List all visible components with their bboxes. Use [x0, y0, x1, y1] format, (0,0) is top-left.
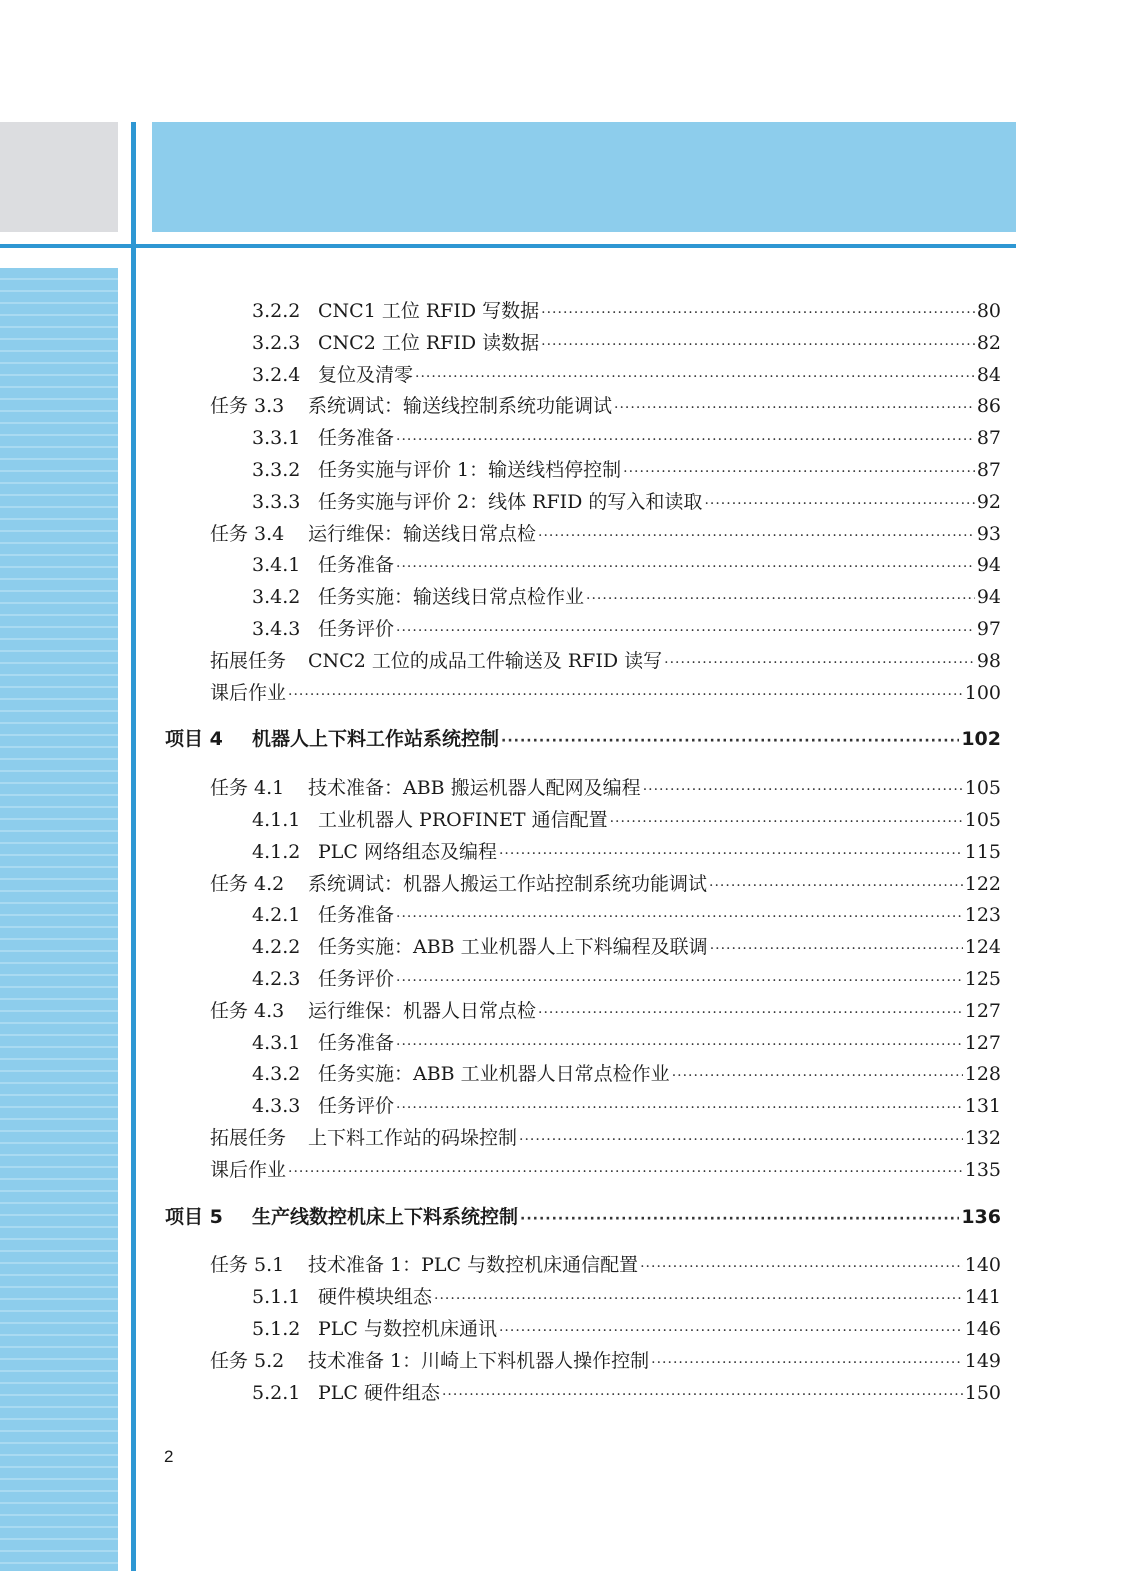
page-number: 2 — [164, 1447, 174, 1466]
toc-entry-title: 课后作业 — [210, 1158, 287, 1181]
toc-entry — [252, 1028, 1001, 1058]
toc-entry-number: 3.3.2 — [252, 459, 301, 481]
toc-entry — [210, 391, 1001, 421]
toc-entry-number: 3.2.4 — [252, 363, 301, 386]
toc-entry-title: 系统调试：输送线控制系统功能调试 — [308, 395, 613, 418]
toc-entry-number: 3.4.2 — [252, 586, 301, 609]
toc-entry-title: CNC1 工位 RFID 写数据 — [318, 300, 540, 322]
toc-entry-page: 135 — [964, 1158, 1001, 1181]
toc-entry-number: 3.3.1 — [252, 427, 301, 450]
toc-entry — [252, 328, 1001, 358]
toc-entry-title: 硬件模块组态 — [318, 1286, 433, 1309]
toc-entry-page: 146 — [964, 1318, 1001, 1340]
toc-entry-number: 拓展任务 — [210, 1127, 287, 1149]
toc-entry-number: 4.3.1 — [252, 1031, 301, 1054]
toc-leader-dots — [396, 616, 975, 646]
toc-leader-dots — [541, 330, 975, 360]
toc-entry — [210, 1346, 1001, 1376]
toc-leader-dots — [664, 648, 975, 678]
toc-entry-page: 131 — [964, 1095, 1001, 1118]
toc-entry-number: 5.1.2 — [252, 1318, 301, 1340]
toc-entry-page: 94 — [976, 586, 1001, 609]
toc-entry-number: 任务 3.3 — [210, 395, 285, 418]
toc-leader-dots — [520, 1204, 959, 1234]
toc-entry-title: 任务评价 — [318, 618, 395, 640]
toc-leader-dots — [415, 362, 975, 392]
toc-leader-dots — [640, 1252, 963, 1282]
toc-entry — [252, 1091, 1001, 1121]
toc-entry — [252, 423, 1001, 453]
toc-entry-number: 任务 5.2 — [210, 1349, 285, 1372]
toc-entry-title: 运行维保：机器人日常点检 — [308, 999, 537, 1022]
toc-entry-page: 105 — [964, 777, 1001, 800]
toc-leader-dots — [672, 1061, 963, 1091]
toc-entry-title: 任务实施与评价 1：输送线档停控制 — [318, 459, 622, 481]
header-blue-band — [152, 122, 1016, 232]
toc-leader-dots — [442, 1380, 963, 1410]
toc-entry — [252, 932, 1001, 962]
toc-entry-page: 92 — [976, 490, 1001, 513]
toc-entry-number: 4.2.1 — [252, 904, 301, 927]
toc-entry-page: 100 — [964, 681, 1001, 704]
toc-entry-title: PLC 与数控机床通讯 — [318, 1318, 497, 1340]
toc-entry — [210, 869, 1001, 899]
toc-leader-dots — [610, 807, 963, 837]
toc-entry — [252, 1378, 1001, 1408]
toc-entry-title: 运行维保：输送线日常点检 — [308, 522, 537, 545]
toc-entry — [252, 550, 1001, 580]
header-gray-block — [0, 122, 118, 232]
toc-entry-page: 136 — [961, 1205, 1001, 1228]
toc-entry-title: 任务准备 — [318, 427, 395, 450]
toc-entry-page: 140 — [964, 1254, 1001, 1277]
toc-entry-number: 任务 4.3 — [210, 999, 285, 1022]
toc-entry-page: 141 — [964, 1286, 1001, 1309]
toc-leader-dots — [704, 489, 974, 519]
toc-entry-title: PLC 硬件组态 — [318, 1381, 440, 1404]
toc-entry-title: 任务实施：ABB 工业机器人上下料编程及联调 — [318, 936, 708, 959]
toc-entry-page: 150 — [964, 1381, 1001, 1404]
toc-entry-page: 115 — [964, 840, 1001, 863]
toc-entry-title: 技术准备：ABB 搬运机器人配网及编程 — [308, 777, 641, 800]
horizontal-rule — [0, 244, 1016, 248]
toc-entry-title: PLC 网络组态及编程 — [318, 840, 497, 863]
toc-entry — [252, 900, 1001, 930]
toc-entry-page: 93 — [976, 522, 1001, 545]
toc-entry-page: 105 — [964, 809, 1001, 831]
toc-entry — [210, 519, 1001, 549]
toc-entry — [252, 964, 1001, 994]
toc-entry-title: CNC2 工位 RFID 读数据 — [318, 331, 540, 354]
toc-entry-number: 拓展任务 — [210, 649, 287, 672]
toc-entry — [252, 296, 1001, 326]
toc-entry-number: 4.3.3 — [252, 1095, 301, 1118]
toc-leader-dots — [538, 521, 975, 551]
toc-entry-title: 任务准备 — [318, 1031, 395, 1054]
vertical-rule — [131, 122, 136, 1571]
toc-entry-number: 4.1.2 — [252, 840, 301, 863]
toc-leader-dots — [623, 457, 975, 487]
toc-entry-title: 技术准备 1：川崎上下料机器人操作控制 — [308, 1349, 650, 1372]
toc-entry-number: 3.2.2 — [252, 300, 301, 322]
toc-entry-page: 127 — [964, 999, 1001, 1022]
toc-entry-page: 122 — [964, 872, 1001, 895]
toc-entry-page: 127 — [964, 1031, 1001, 1054]
toc-entry-page: 132 — [964, 1127, 1001, 1149]
toc-entry-page: 98 — [976, 649, 1001, 672]
toc-entry — [252, 614, 1001, 644]
toc-leader-dots — [651, 1348, 963, 1378]
toc-leader-dots — [499, 1316, 963, 1346]
toc-entry-page: 123 — [964, 904, 1001, 927]
toc-entry-number: 4.2.2 — [252, 936, 301, 959]
toc-entry-title: 生产线数控机床上下料系统控制 — [252, 1205, 519, 1228]
toc-leader-dots — [288, 1157, 963, 1187]
toc-entry-page: 128 — [964, 1063, 1001, 1086]
toc-entry-number: 4.2.3 — [252, 968, 301, 990]
toc-entry-title: 任务实施：ABB 工业机器人日常点检作业 — [318, 1063, 670, 1086]
toc-entry — [252, 360, 1001, 390]
toc-leader-dots — [519, 1125, 963, 1155]
toc-entry-title: 机器人上下料工作站系统控制 — [252, 728, 500, 751]
toc-project-entry — [165, 724, 1001, 754]
toc-entry-title: CNC2 工位的成品工件输送及 RFID 读写 — [308, 649, 663, 672]
toc-entry — [252, 1059, 1001, 1089]
toc-entry-page: 97 — [976, 618, 1001, 640]
toc-entry — [252, 805, 1001, 835]
toc-entry-number: 项目 5 — [165, 1205, 223, 1228]
toc-leader-dots — [541, 298, 975, 328]
toc-leader-dots — [643, 775, 963, 805]
toc-entry-page: 94 — [976, 554, 1001, 577]
toc-leader-dots — [396, 902, 963, 932]
toc-entry-page: 80 — [976, 300, 1001, 322]
toc-entry-page: 125 — [964, 968, 1001, 990]
toc-entry-number: 4.3.2 — [252, 1063, 301, 1086]
toc-entry-title: 上下料工作站的码垛控制 — [308, 1127, 518, 1149]
toc-entry-title: 系统调试：机器人搬运工作站控制系统功能调试 — [308, 872, 708, 895]
toc-entry-number: 5.2.1 — [252, 1381, 301, 1404]
toc-leader-dots — [396, 966, 963, 996]
toc-entry-number: 5.1.1 — [252, 1286, 301, 1309]
toc-leader-dots — [396, 425, 975, 455]
toc-entry — [210, 646, 1001, 676]
toc-entry — [252, 1314, 1001, 1344]
toc-entry — [252, 455, 1001, 485]
toc-entry-number: 4.1.1 — [252, 809, 301, 831]
toc-entry — [210, 1155, 1001, 1185]
toc-entry-page: 84 — [976, 363, 1001, 386]
toc-entry-page: 124 — [964, 936, 1001, 959]
toc-entry-number: 任务 4.1 — [210, 777, 285, 800]
toc-entry-page: 87 — [976, 427, 1001, 450]
toc-entry-title: 任务实施与评价 2：线体 RFID 的写入和读取 — [318, 490, 703, 513]
toc-entry-number: 项目 4 — [165, 728, 223, 751]
toc-entry-title: 工业机器人 PROFINET 通信配置 — [318, 809, 608, 831]
toc-entry-number: 3.4.1 — [252, 554, 301, 577]
toc-leader-dots — [288, 680, 963, 710]
toc-leader-dots — [396, 1030, 963, 1060]
toc-leader-dots — [499, 839, 963, 869]
toc-leader-dots — [396, 552, 975, 582]
toc-entry-title: 任务评价 — [318, 1095, 395, 1118]
toc-entry-number: 3.3.3 — [252, 490, 301, 513]
toc-entry — [210, 1250, 1001, 1280]
toc-leader-dots — [538, 998, 963, 1028]
toc-leader-dots — [710, 934, 963, 964]
toc-entry — [252, 582, 1001, 612]
toc-entry-number: 任务 3.4 — [210, 522, 285, 545]
side-stripe-band — [0, 268, 118, 1571]
toc-entry — [210, 678, 1001, 708]
toc-entry-title: 任务准备 — [318, 554, 395, 577]
toc-entry-number: 3.4.3 — [252, 618, 301, 640]
toc-entry-page: 102 — [961, 728, 1001, 751]
toc-leader-dots — [396, 1093, 963, 1123]
toc-entry-number: 任务 5.1 — [210, 1254, 285, 1277]
toc-entry-page: 82 — [976, 331, 1001, 354]
toc-entry-page: 87 — [976, 459, 1001, 481]
toc-entry — [210, 1123, 1001, 1153]
toc-entry — [210, 996, 1001, 1026]
toc-entry-page: 86 — [976, 395, 1001, 418]
toc-entry — [252, 1282, 1001, 1312]
toc-entry-title: 任务实施：输送线日常点检作业 — [318, 586, 585, 609]
toc-leader-dots — [709, 871, 963, 901]
toc-leader-dots — [614, 393, 975, 423]
toc-entry-page: 149 — [964, 1349, 1001, 1372]
toc-entry-number: 3.2.3 — [252, 331, 301, 354]
toc-entry-title: 任务准备 — [318, 904, 395, 927]
toc-project-entry — [165, 1202, 1001, 1232]
toc-entry-number: 任务 4.2 — [210, 872, 285, 895]
toc-leader-dots — [501, 726, 959, 756]
toc-entry-title: 课后作业 — [210, 681, 287, 704]
toc-entry-title: 复位及清零 — [318, 363, 414, 386]
toc-entry-title: 技术准备 1：PLC 与数控机床通信配置 — [308, 1254, 639, 1277]
toc-entry-title: 任务评价 — [318, 968, 395, 990]
toc-entry — [252, 487, 1001, 517]
toc-entry — [252, 837, 1001, 867]
toc-leader-dots — [434, 1284, 963, 1314]
toc-entry — [210, 773, 1001, 803]
toc-leader-dots — [586, 584, 975, 614]
